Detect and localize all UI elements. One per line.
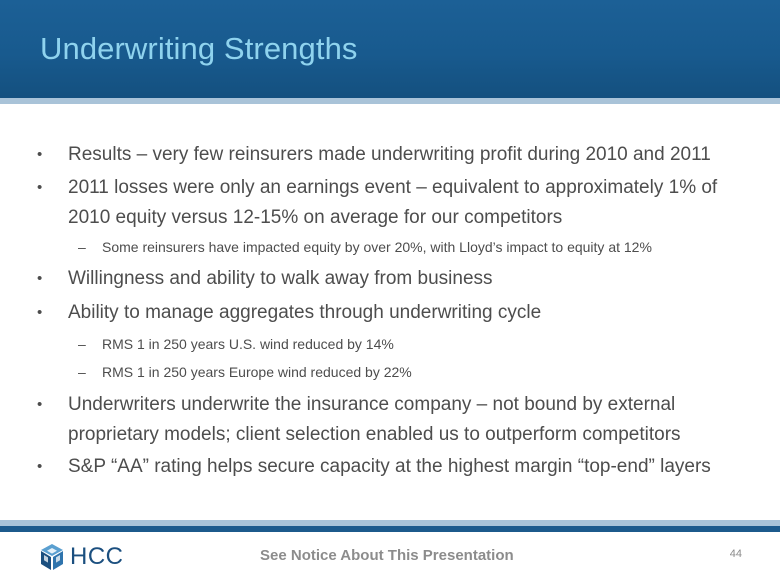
sub-bullet-text: Some reinsurers have impacted equity by over 20%, with Lloyd’s impact to equity at 12%	[102, 239, 652, 255]
bullet-text: 2011 losses were only an earnings event – equivalent to approximately 1% of 2010 equity versus 12-15% on average for our competitors	[68, 177, 718, 228]
bullet-item	[37, 298, 758, 328]
bullet-marker: •	[37, 396, 43, 413]
sub-bullet-marker: –	[78, 239, 86, 255]
sub-bullet-marker: –	[78, 364, 86, 380]
bullet-text: Underwriters underwrite the insurance company – not bound by external proprietary models; client selection enabled us to outperform competitors	[68, 394, 681, 445]
sub-bullet-text: RMS 1 in 250 years Europe wind reduced by 22%	[102, 364, 412, 380]
header-divider	[0, 98, 780, 104]
footer-divider-dark	[0, 526, 780, 532]
page-number: 44	[729, 548, 742, 560]
sub-bullet-marker: –	[78, 336, 86, 352]
sub-bullet-item	[78, 237, 762, 257]
bullet-marker: •	[37, 270, 43, 287]
bullet-item	[37, 452, 758, 482]
bullet-text: Willingness and ability to walk away from business	[68, 268, 493, 289]
bullet-text: S&P “AA” rating helps secure capacity at the highest margin “top-end” layers	[68, 456, 711, 477]
bullet-text: Ability to manage aggregates through underwriting cycle	[68, 302, 542, 323]
notice-text: See Notice About This Presentation	[260, 547, 514, 564]
bullet-item	[37, 140, 758, 170]
bullet-marker: •	[37, 146, 43, 163]
sub-bullet-item	[78, 362, 762, 382]
logo-text: HCC	[70, 543, 124, 570]
hcc-cube-icon	[40, 543, 64, 571]
bullet-marker: •	[37, 304, 43, 321]
bullet-marker: •	[37, 458, 43, 475]
slide-title: Underwriting Strengths	[40, 31, 358, 66]
sub-bullet-item	[78, 334, 762, 354]
bullet-text: Results – very few reinsurers made underwriting profit during 2010 and 2011	[68, 144, 711, 165]
bullet-item	[37, 264, 758, 294]
bullet-item	[37, 390, 758, 450]
bullet-marker: •	[37, 179, 43, 196]
sub-bullet-text: RMS 1 in 250 years U.S. wind reduced by 14%	[102, 336, 394, 352]
bullet-item	[37, 173, 758, 233]
hcc-logo	[40, 541, 124, 573]
